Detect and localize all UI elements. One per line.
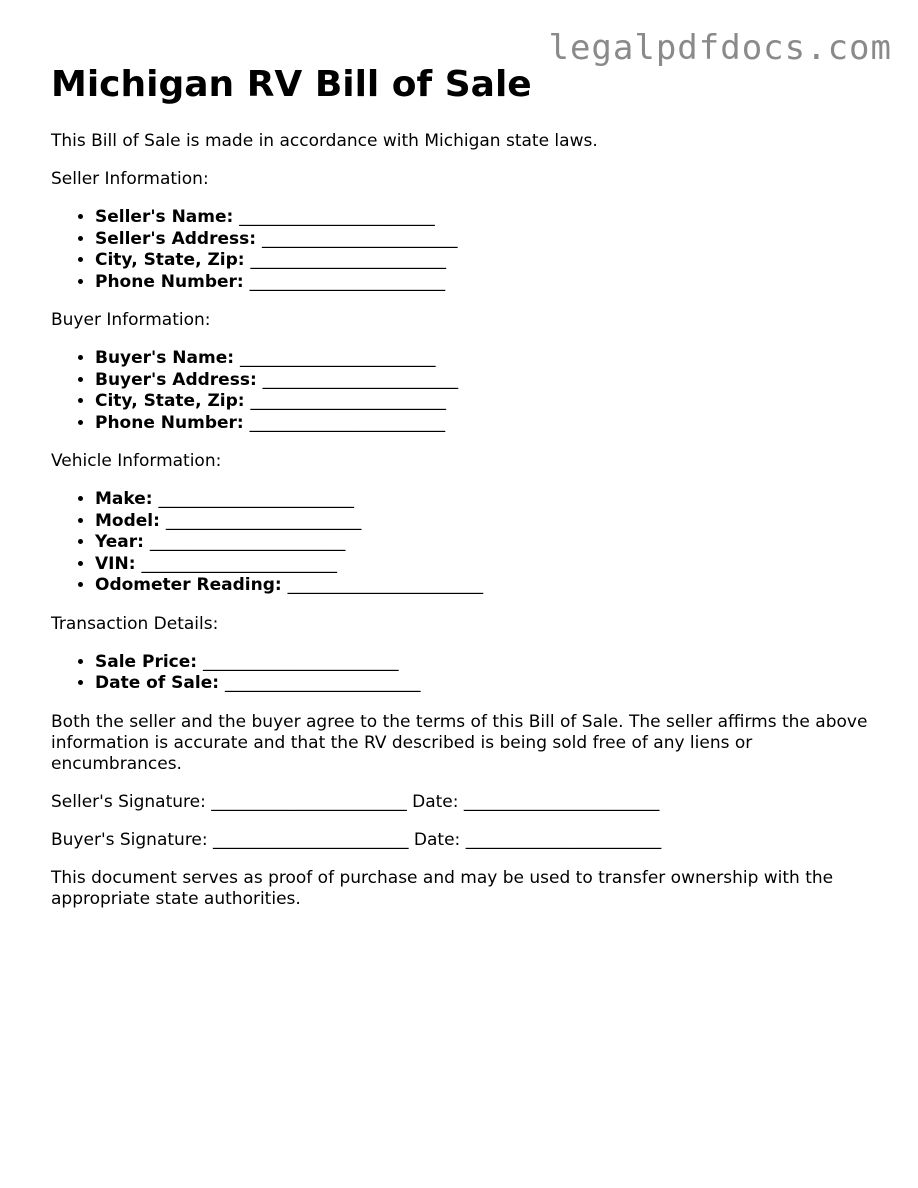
document-body [51,62,871,927]
buyer-name-field [95,348,871,370]
vehicle-model-field [95,511,871,533]
field-blank: _______________________ [287,575,484,595]
vehicle-section-heading: Vehicle Information: [51,451,222,471]
vehicle-field-list [51,489,871,597]
buyer-section-heading: Buyer Information: [51,310,211,330]
buyer-field-list [51,348,871,434]
seller-city-state-zip-field [95,250,871,272]
closing-paragraph: This document serves as proof of purchase and may be used to transfer ownership with the appropriate state authorities. [51,867,834,909]
field-label: Buyer's Address: [95,369,257,390]
document-title: Michigan RV Bill of Sale [51,64,532,105]
field-label: Date of Sale: [95,673,220,693]
transaction-field-list [51,652,871,695]
seller-name-field [95,207,871,229]
seller-field-list [51,207,871,293]
field-label: Seller's Name: [95,207,234,227]
buyer-phone-field [95,413,871,435]
field-blank: _______________________ [239,207,435,227]
field-label: City, State, Zip: [95,391,245,411]
field-blank: _______________________ [262,369,459,390]
intro-paragraph: This Bill of Sale is made in accordance with Michigan state laws. [51,131,598,151]
field-label: Phone Number: [95,271,244,292]
field-blank: _______________________ [250,391,446,411]
field-label: Buyer's Name: [95,348,235,368]
field-blank: _______________________ [239,348,436,368]
seller-phone-field [95,272,871,294]
vehicle-year-field [95,532,871,554]
seller-section-heading: Seller Information: [51,169,209,189]
field-label: Seller's Address: [95,228,257,249]
field-label: Odometer Reading: [95,575,282,595]
field-blank: _______________________ [203,651,399,672]
field-label: VIN: [95,553,136,574]
vehicle-vin-field [95,554,871,576]
field-blank: _______________________ [224,673,421,693]
buyer-signature-line: Buyer's Signature: _______________________ Date: _______________________ [51,829,662,850]
field-label: City, State, Zip: [95,250,245,270]
field-blank: _______________________ [249,271,446,292]
field-label: Year: [95,532,144,552]
sale-price-field [95,652,871,674]
field-label: Model: [95,510,160,531]
seller-signature-line: Seller's Signature: _______________________ Date: _______________________ [51,791,660,812]
field-label: Phone Number: [95,412,244,433]
field-blank: _______________________ [165,510,362,531]
field-blank: _______________________ [141,553,337,574]
watermark: legalpdfdocs.com [548,28,892,68]
field-blank: _______________________ [249,412,446,433]
field-blank: _______________________ [158,489,354,509]
transaction-section-heading: Transaction Details: [51,613,219,634]
field-label: Make: [95,489,153,509]
field-blank: _______________________ [261,228,458,249]
field-blank: _______________________ [250,250,446,270]
buyer-city-state-zip-field [95,391,871,413]
field-blank: _______________________ [149,532,346,552]
vehicle-odometer-field [95,575,871,597]
vehicle-make-field [95,489,871,511]
field-label: Sale Price: [95,651,198,672]
seller-address-field [95,229,871,251]
date-of-sale-field [95,673,871,695]
buyer-address-field [95,370,871,392]
agreement-paragraph: Both the seller and the buyer agree to the terms of this Bill of Sale. The seller affirms the above information is accurate and that the RV described is being sold free of any liens or encumbrances. [51,711,868,774]
